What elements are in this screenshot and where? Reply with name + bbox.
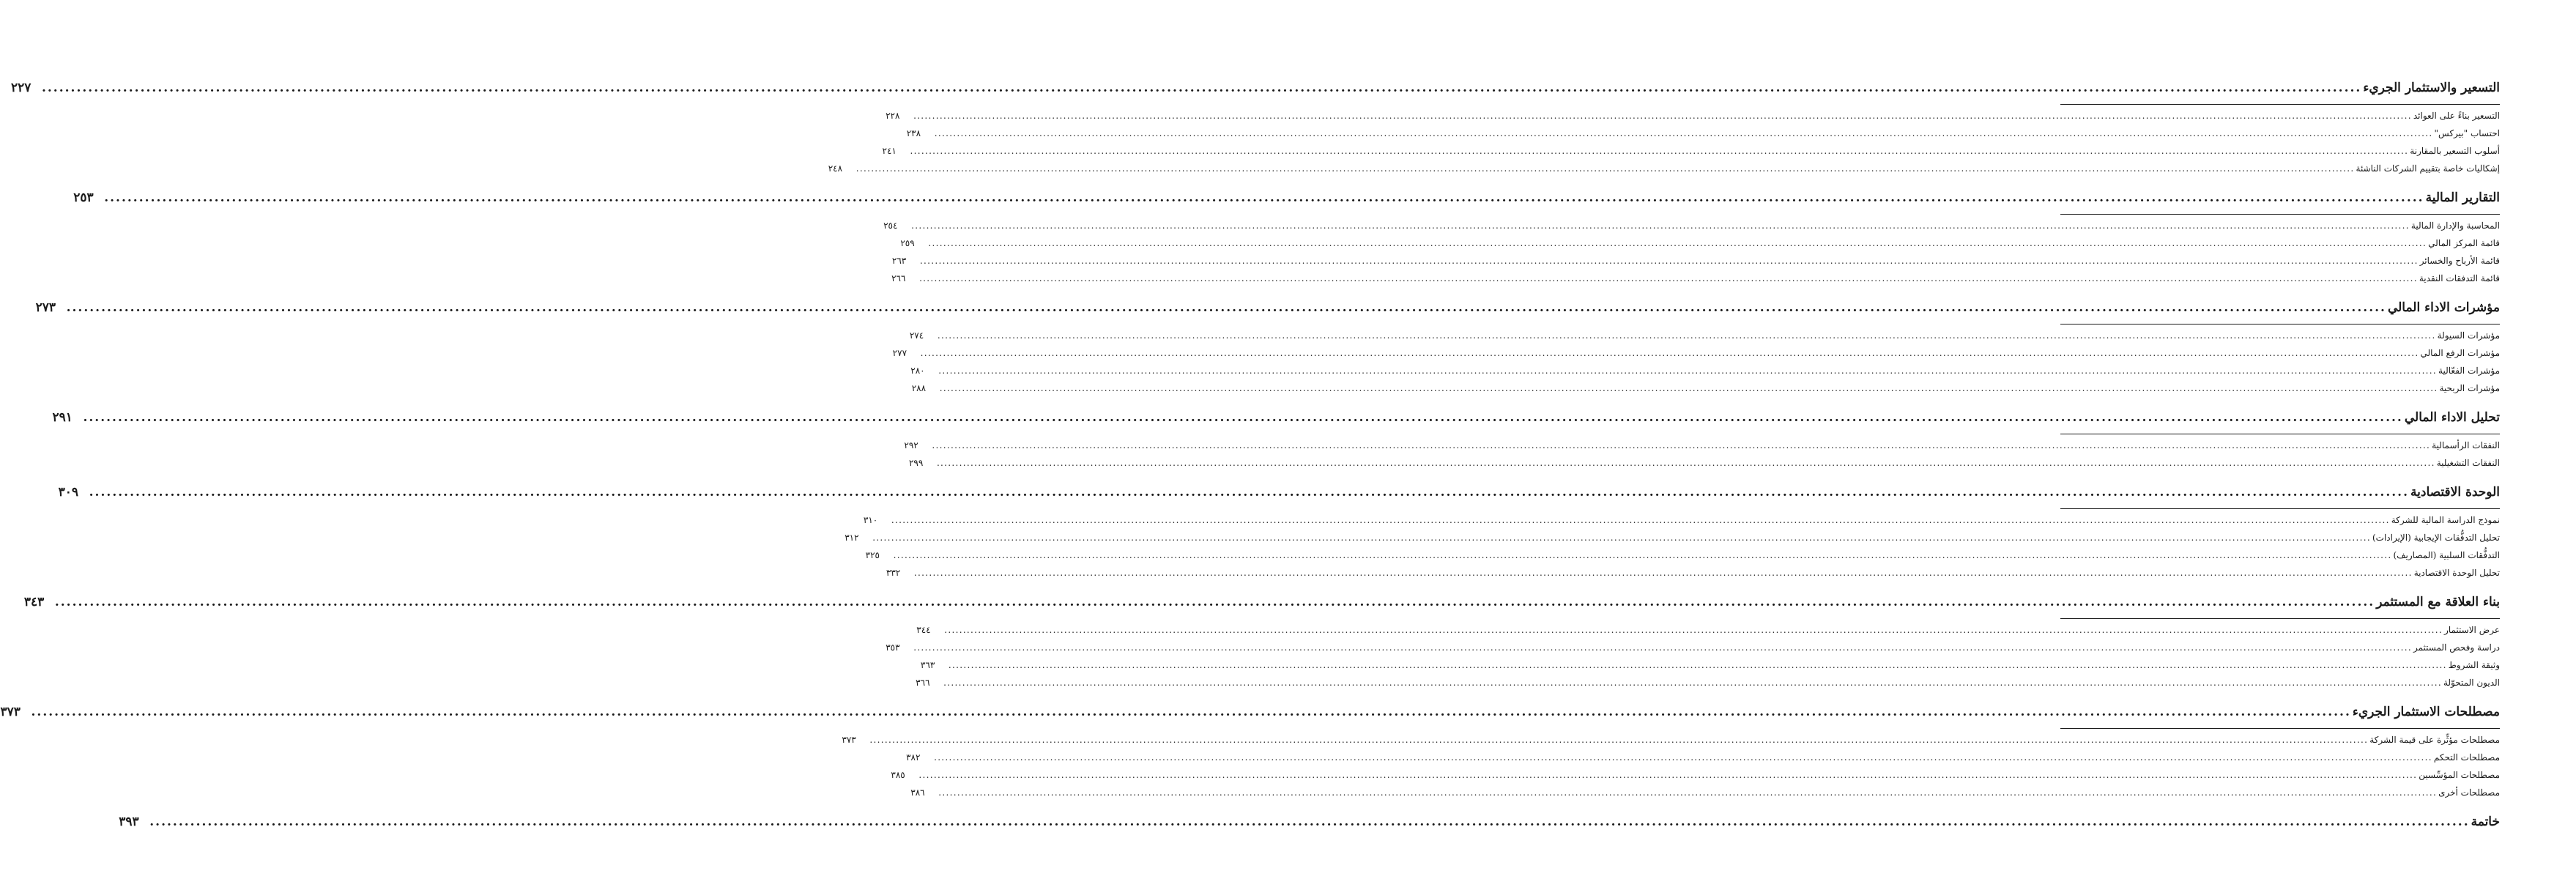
dot-leader: ................................................................................................................................................................................................................................................................................................................................................................................................................ bbox=[891, 515, 2390, 525]
section-title: قائمة المركز المالي bbox=[2428, 238, 2500, 248]
chapter-heading-row[interactable] bbox=[52, 410, 2500, 434]
section-page-number: ٣٨٦ bbox=[910, 787, 925, 798]
dot-leader: ................................................................................................................................................................................................................................................................................................................................................................................................................ bbox=[89, 485, 2410, 500]
dot-leader: ................................................................................................................................................................................................................................................................................................................................................................................................................ bbox=[919, 256, 2419, 266]
chapter-page-number: ٢٢٧ bbox=[10, 81, 31, 95]
section-page-number: ٢٩٩ bbox=[908, 458, 924, 468]
section-row[interactable] bbox=[865, 550, 2500, 568]
chapter-title: التقارير المالية bbox=[2425, 190, 2500, 205]
dot-leader: ................................................................................................................................................................................................................................................................................................................................................................................................................ bbox=[149, 815, 2470, 829]
section-title: مؤشرات الرفع المالي bbox=[2420, 348, 2500, 358]
chapter-page-number: ٣٧٣ bbox=[0, 705, 21, 719]
section-list bbox=[904, 437, 2500, 475]
dot-leader: ................................................................................................................................................................................................................................................................................................................................................................................................................ bbox=[893, 550, 2392, 560]
dot-leader: ................................................................................................................................................................................................................................................................................................................................................................................................................ bbox=[920, 348, 2419, 358]
chapter-page-number: ٢٧٣ bbox=[35, 300, 56, 315]
dot-leader: ................................................................................................................................................................................................................................................................................................................................................................................................................ bbox=[83, 410, 2403, 425]
section-row[interactable] bbox=[900, 238, 2500, 256]
dot-leader: ................................................................................................................................................................................................................................................................................................................................................................................................................ bbox=[913, 568, 2413, 578]
section-title: تحليل الوحدة الاقتصادية bbox=[2413, 568, 2500, 578]
section-page-number: ٢٨٠ bbox=[910, 366, 925, 376]
section-title: مصطلحات المؤسِّسين bbox=[2419, 770, 2500, 780]
section-page-number: ٣٢٥ bbox=[865, 550, 880, 560]
dot-leader: ................................................................................................................................................................................................................................................................................................................................................................................................................ bbox=[913, 111, 2412, 121]
dot-leader: ................................................................................................................................................................................................................................................................................................................................................................................................................ bbox=[938, 787, 2438, 798]
chapter-title: مؤشرات الاداء المالي bbox=[2387, 300, 2500, 315]
dot-leader: ................................................................................................................................................................................................................................................................................................................................................................................................................ bbox=[934, 128, 2433, 138]
section-row[interactable] bbox=[882, 146, 2500, 163]
section-page-number: ٣٧٣ bbox=[842, 735, 856, 745]
section-title: تحليل التدفُّقات الإيجابية (الإيرادات) bbox=[2372, 533, 2500, 543]
section-row[interactable] bbox=[891, 273, 2500, 291]
chapter-title: تحليل الاداء المالي bbox=[2404, 410, 2500, 425]
section-page-number: ٣٦٣ bbox=[920, 660, 935, 670]
dot-leader: ................................................................................................................................................................................................................................................................................................................................................................................................................ bbox=[943, 678, 2442, 688]
toc-chapter bbox=[23, 595, 2500, 698]
dot-leader: ................................................................................................................................................................................................................................................................................................................................................................................................................ bbox=[869, 735, 2369, 745]
section-title: مؤشرات الربحية bbox=[2439, 383, 2500, 393]
toc-chapter bbox=[52, 410, 2500, 478]
section-row[interactable] bbox=[904, 440, 2500, 458]
section-row[interactable] bbox=[886, 568, 2500, 585]
toc-chapter bbox=[119, 815, 2500, 841]
section-row[interactable] bbox=[909, 330, 2500, 348]
dot-leader: ................................................................................................................................................................................................................................................................................................................................................................................................................ bbox=[910, 146, 2409, 156]
toc-chapter bbox=[0, 705, 2500, 808]
section-row[interactable] bbox=[883, 220, 2500, 238]
dot-leader: ................................................................................................................................................................................................................................................................................................................................................................................................................ bbox=[104, 190, 2424, 205]
section-title: المحاسبة والإدارة المالية bbox=[2410, 220, 2500, 231]
dot-leader: ................................................................................................................................................................................................................................................................................................................................................................................................................ bbox=[948, 660, 2447, 670]
section-page-number: ٣٨٥ bbox=[891, 770, 905, 780]
chapter-title: بناء العلاقة مع المستثمر bbox=[2376, 595, 2500, 609]
section-title: التدفُّقات السلبية (المصاريف) bbox=[2393, 550, 2500, 560]
section-page-number: ٢٥٤ bbox=[883, 220, 898, 231]
section-row[interactable] bbox=[863, 515, 2500, 533]
section-page-number: ٣٣٢ bbox=[886, 568, 901, 578]
section-row[interactable] bbox=[908, 458, 2500, 475]
chapter-heading-row[interactable] bbox=[23, 595, 2500, 619]
section-page-number: ٣٤٤ bbox=[916, 625, 931, 635]
section-list bbox=[842, 732, 2500, 805]
dot-leader: ................................................................................................................................................................................................................................................................................................................................................................................................................ bbox=[938, 366, 2438, 376]
chapter-page-number: ٢٩١ bbox=[52, 410, 73, 425]
chapter-page-number: ٣٩٣ bbox=[119, 815, 139, 829]
dot-leader: ................................................................................................................................................................................................................................................................................................................................................................................................................ bbox=[913, 642, 2412, 653]
section-page-number: ٣٥٣ bbox=[886, 642, 900, 653]
section-row[interactable] bbox=[892, 348, 2500, 366]
dot-leader: ................................................................................................................................................................................................................................................................................................................................................................................................................ bbox=[919, 273, 2418, 283]
section-page-number: ٢٩٢ bbox=[904, 440, 918, 450]
section-title: مؤشرات الفعّالية bbox=[2438, 366, 2500, 376]
dot-leader: ................................................................................................................................................................................................................................................................................................................................................................................................................ bbox=[855, 163, 2355, 174]
section-list bbox=[845, 512, 2500, 585]
section-row[interactable] bbox=[891, 770, 2500, 787]
section-title: النفقات التشغيلية bbox=[2436, 458, 2500, 468]
chapter-page-number: ٣٤٣ bbox=[23, 595, 45, 609]
section-title: الديون المتحوّلة bbox=[2443, 678, 2500, 688]
section-list bbox=[828, 108, 2500, 181]
section-row[interactable] bbox=[828, 163, 2500, 181]
section-row[interactable] bbox=[910, 787, 2500, 805]
section-title: أسلوب التسعير بالمقارنة bbox=[2410, 146, 2500, 156]
section-title: عرض الاستثمار bbox=[2444, 625, 2500, 635]
section-list bbox=[886, 622, 2500, 695]
section-row[interactable] bbox=[916, 678, 2500, 695]
dot-leader: ................................................................................................................................................................................................................................................................................................................................................................................................................ bbox=[944, 625, 2443, 635]
chapter-title: خاتمة bbox=[2471, 815, 2500, 829]
section-page-number: ٣٦٦ bbox=[916, 678, 930, 688]
chapter-title: الوحدة الاقتصادية bbox=[2410, 485, 2500, 500]
dot-leader: ................................................................................................................................................................................................................................................................................................................................................................................................................ bbox=[911, 220, 2410, 231]
section-row[interactable] bbox=[842, 735, 2500, 752]
dot-leader: ................................................................................................................................................................................................................................................................................................................................................................................................................ bbox=[918, 770, 2418, 780]
section-page-number: ٢٤١ bbox=[882, 146, 897, 156]
section-page-number: ٢٦٦ bbox=[891, 273, 906, 283]
section-title: النفقات الرأسمالية bbox=[2432, 440, 2500, 450]
table-of-contents bbox=[0, 81, 2500, 848]
dot-leader: ................................................................................................................................................................................................................................................................................................................................................................................................................ bbox=[934, 752, 2432, 763]
dot-leader: ................................................................................................................................................................................................................................................................................................................................................................................................................ bbox=[31, 705, 2351, 719]
section-row[interactable] bbox=[920, 660, 2500, 678]
dot-leader: ................................................................................................................................................................................................................................................................................................................................................................................................................ bbox=[939, 383, 2438, 393]
section-title: وثيقة الشروط bbox=[2448, 660, 2500, 670]
section-title: التسعير بناءً على العوائد bbox=[2413, 111, 2500, 121]
section-page-number: ٣١٠ bbox=[863, 515, 878, 525]
section-row[interactable] bbox=[886, 642, 2500, 660]
section-page-number: ٢٧٤ bbox=[909, 330, 924, 341]
section-title: احتساب "بيركس" bbox=[2434, 128, 2500, 138]
chapter-heading-row[interactable] bbox=[119, 815, 2500, 838]
section-page-number: ٢٦٣ bbox=[891, 256, 907, 266]
section-row[interactable] bbox=[906, 128, 2500, 146]
toc-chapter bbox=[35, 300, 2500, 404]
section-row[interactable] bbox=[910, 366, 2500, 383]
dot-leader: ................................................................................................................................................................................................................................................................................................................................................................................................................ bbox=[937, 330, 2436, 341]
section-list bbox=[883, 218, 2500, 291]
section-title: قائمة التدفقات النقدية bbox=[2419, 273, 2500, 283]
chapter-heading-row[interactable] bbox=[73, 190, 2500, 215]
section-page-number: ٢٣٨ bbox=[906, 128, 921, 138]
section-page-number: ٢٤٨ bbox=[828, 163, 843, 174]
toc-chapter bbox=[10, 81, 2500, 184]
dot-leader: ................................................................................................................................................................................................................................................................................................................................................................................................................ bbox=[928, 238, 2427, 248]
dot-leader: ................................................................................................................................................................................................................................................................................................................................................................................................................ bbox=[872, 533, 2371, 543]
toc-chapter bbox=[73, 190, 2500, 294]
section-title: قائمة الأرباح والخسائر bbox=[2419, 256, 2500, 266]
section-page-number: ٣٨٢ bbox=[906, 752, 921, 763]
section-row[interactable] bbox=[886, 111, 2500, 128]
chapter-page-number: ٢٥٣ bbox=[73, 190, 94, 205]
section-row[interactable] bbox=[911, 383, 2500, 401]
section-list bbox=[892, 327, 2500, 401]
chapter-heading-row[interactable] bbox=[58, 485, 2500, 509]
dot-leader: ................................................................................................................................................................................................................................................................................................................................................................................................................ bbox=[936, 458, 2435, 468]
chapter-title: مصطلحات الاستثمار الجريء bbox=[2352, 705, 2500, 719]
dot-leader: ................................................................................................................................................................................................................................................................................................................................................................................................................ bbox=[54, 595, 2375, 609]
chapter-heading-row[interactable] bbox=[35, 300, 2500, 324]
dot-leader: ................................................................................................................................................................................................................................................................................................................................................................................................................ bbox=[66, 300, 2386, 315]
section-page-number: ٢٥٩ bbox=[900, 238, 915, 248]
section-page-number: ٢٨٨ bbox=[911, 383, 927, 393]
section-title: مؤشرات السيولة bbox=[2437, 330, 2500, 341]
section-page-number: ٢٢٨ bbox=[886, 111, 900, 121]
section-title: إشكاليات خاصة بتقييم الشركات الناشئة bbox=[2356, 163, 2500, 174]
section-row[interactable] bbox=[916, 625, 2500, 642]
section-title: مصطلحات مؤثِّرة على قيمة الشركة bbox=[2369, 735, 2500, 745]
chapter-heading-row[interactable] bbox=[0, 705, 2500, 729]
toc-chapter bbox=[58, 485, 2500, 588]
section-title: نموذج الدراسة المالية للشركة bbox=[2391, 515, 2500, 525]
chapter-title: التسعير والاستثمار الجريء bbox=[2363, 81, 2500, 95]
chapter-heading-row[interactable] bbox=[10, 81, 2500, 105]
dot-leader: ................................................................................................................................................................................................................................................................................................................................................................................................................ bbox=[41, 81, 2362, 95]
section-page-number: ٣١٢ bbox=[845, 533, 859, 543]
chapter-page-number: ٣٠٩ bbox=[58, 485, 79, 500]
section-row[interactable] bbox=[845, 533, 2500, 550]
section-row[interactable] bbox=[891, 256, 2500, 273]
section-title: دراسة وفحص المستثمر bbox=[2413, 642, 2500, 653]
section-row[interactable] bbox=[906, 752, 2500, 770]
section-page-number: ٢٧٧ bbox=[892, 348, 907, 358]
section-title: مصطلحات أخرى bbox=[2438, 787, 2500, 798]
dot-leader: ................................................................................................................................................................................................................................................................................................................................................................................................................ bbox=[932, 440, 2431, 450]
section-title: مصطلحات التحكم bbox=[2433, 752, 2500, 763]
